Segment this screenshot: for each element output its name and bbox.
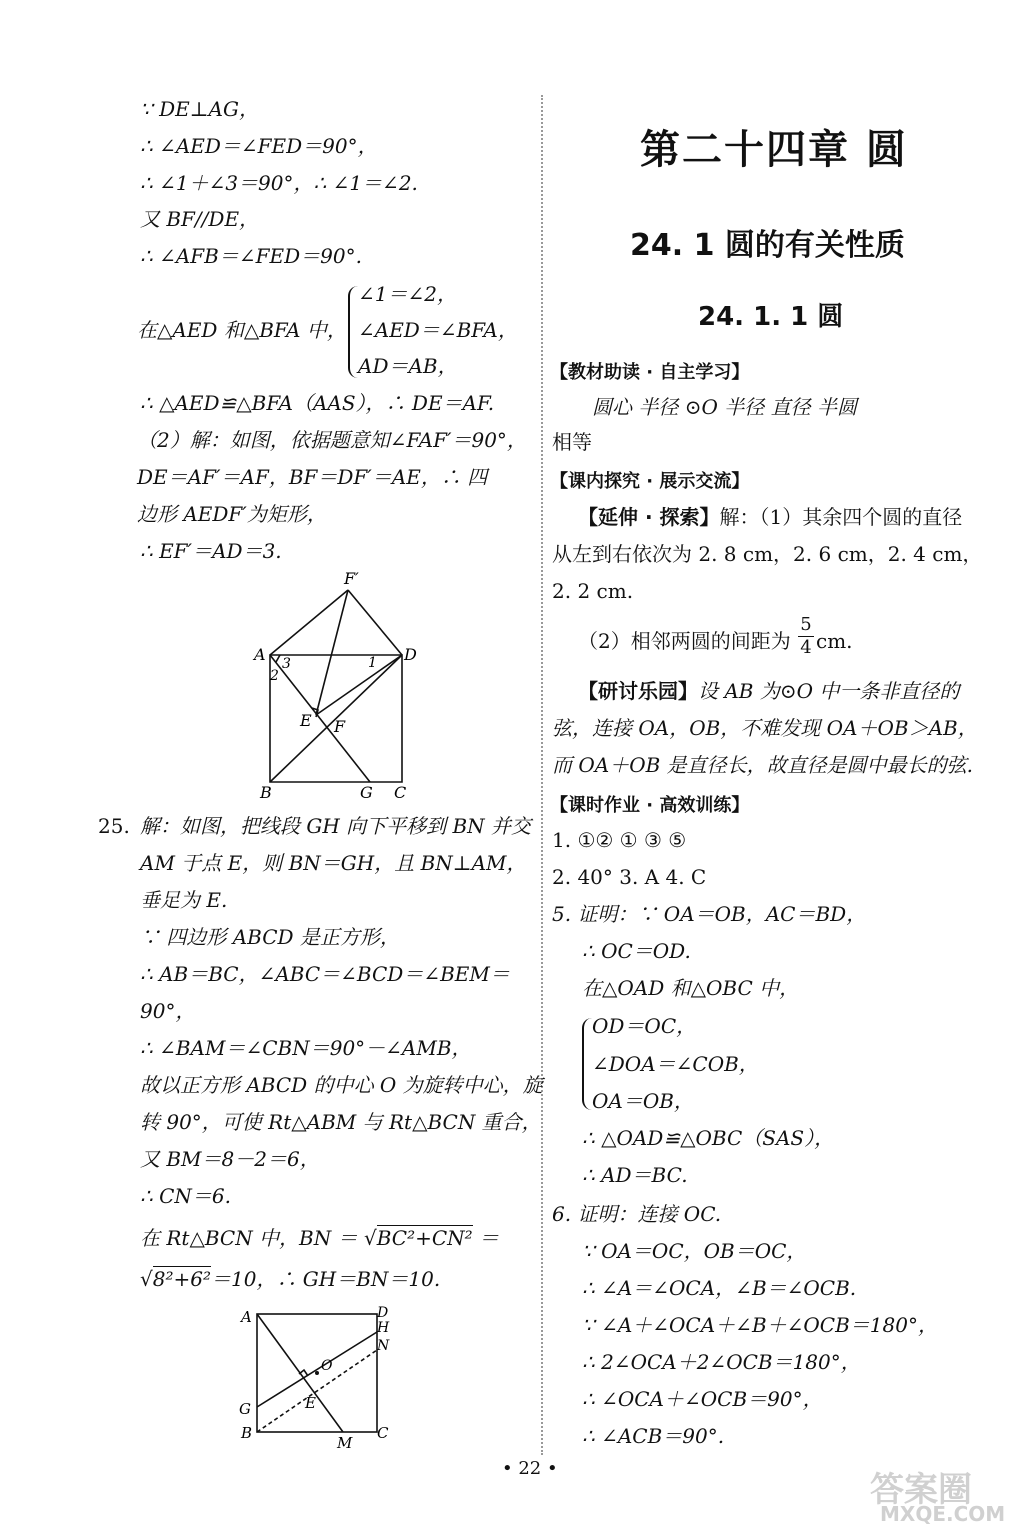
answer-line: ∴ ∠A＝∠OCA，∠B＝∠OCB. <box>582 1276 857 1300</box>
section-tag: 【课内探究 · 展示交流】 <box>550 471 750 492</box>
center-point-o <box>315 1371 319 1375</box>
proof-line: ∴ ∠AFB＝∠FED＝90°. <box>140 244 362 268</box>
answer-line: ∴ ∠ACB＝90°. <box>582 1424 725 1448</box>
answer-line: 从左到右依次为 2. 8 cm，2. 6 cm，2. 4 cm， <box>552 542 983 566</box>
label-B: B <box>260 783 272 802</box>
sub-tag: 【研讨乐园】 <box>578 679 698 703</box>
label-C: C <box>394 783 407 802</box>
system-brace <box>582 1018 592 1110</box>
proof-line: ∵ DE⊥AG， <box>140 97 259 121</box>
solution-line: ∴ CN＝6. <box>140 1184 231 1208</box>
sqrt-suffix: ＝ <box>472 1226 500 1250</box>
answer-line: cm. <box>816 629 853 653</box>
answer-line: ∴ ∠OCA＋∠OCB＝90°， <box>582 1387 823 1411</box>
fraction <box>798 614 814 659</box>
proof-line: ∴ ∠1＋∠3＝90°，∴ ∠1＝∠2. <box>140 171 418 195</box>
question-number: 25. <box>98 814 130 838</box>
system-line: OD＝OC， <box>592 1014 697 1038</box>
solution-line: ∵ 四边形 ABCD 是正方形， <box>140 925 400 949</box>
sub-tag: 【延伸 · 探索】 <box>578 505 720 529</box>
solution-line: AM 于点 E，则 BN＝GH，且 BN⊥AM， <box>140 851 527 875</box>
system-line: ∠AED＝∠BFA， <box>358 318 518 342</box>
answer-line: 而 OA＋OB 是直径长，故直径是圆中最长的弦. <box>552 753 974 777</box>
solution-line: 又 BM＝8－2＝6， <box>140 1147 320 1171</box>
label-B: B <box>241 1424 253 1442</box>
answer-text: 设 AB 为⊙O 中一条非直径的 <box>698 679 960 703</box>
system-line: ∠DOA＝∠COB， <box>592 1052 759 1076</box>
figure-square-abcd <box>235 1302 405 1452</box>
sqrt-prefix: 在 Rt△BCN 中，BN ＝ <box>140 1226 364 1250</box>
figure-rectangle-aedf <box>250 570 420 802</box>
label-angle-3: 3 <box>282 656 291 672</box>
answer-line: 2. 40° 3. A 4. C <box>552 865 707 889</box>
system-brace <box>348 286 358 378</box>
system-line: AD＝AB， <box>358 354 458 378</box>
sqrt-sign: √ <box>140 1267 153 1291</box>
page-number: • 22 • <box>502 1458 558 1479</box>
label-G: G <box>360 783 373 802</box>
answer-line <box>578 677 959 705</box>
section-tag: 【教材助读 · 自主学习】 <box>550 362 750 383</box>
column-divider <box>541 95 543 1455</box>
label-G: G <box>239 1400 251 1418</box>
solution-line: 转 90°，可使 Rt△ABM 与 Rt△BCN 重合， <box>140 1110 542 1134</box>
proof-line: （2）解：如图，依据题意知∠FAF′＝90°， <box>137 428 527 452</box>
answer-line: ∴ △OAD≌△OBC（SAS）， <box>582 1126 835 1150</box>
proof-line: ∴ ∠AED＝∠FED＝90°， <box>140 134 378 158</box>
section-tag: 【课时作业 · 高效训练】 <box>550 795 750 816</box>
proof-line: DE＝AF′＝AF，BF＝DF′＝AE，∴ 四 <box>137 465 488 489</box>
label-E: E <box>300 711 312 730</box>
answer-line: 1. ①② ① ③ ⑤ <box>552 828 687 852</box>
label-C: C <box>377 1424 389 1442</box>
label-F: F <box>334 717 346 736</box>
answer-line: ∴ 2∠OCA＋2∠OCB＝180°， <box>582 1350 861 1374</box>
answer-text: 解：（1）其余四个圆的直径 <box>719 505 963 529</box>
solution-line: 垂足为 E. <box>140 888 228 912</box>
label-O: O <box>321 1358 333 1374</box>
system-prefix: 在△AED 和△BFA 中， <box>137 318 347 342</box>
answer-line: 弦，连接 OA，OB，不难发现 OA＋OB＞AB， <box>552 716 978 740</box>
sqrt-radicand: BC²+CN² <box>376 1226 473 1250</box>
label-N: N <box>377 1338 390 1354</box>
solution-line: 解：如图，把线段 GH 向下平移到 BN 并交 <box>140 814 532 838</box>
chapter-title: 第二十四章 圆 <box>640 127 908 173</box>
label-H: H <box>377 1320 390 1336</box>
answer-line: ∵ OA＝OC，OB＝OC， <box>582 1239 807 1263</box>
proof-line: ∴ △AED≌△BFA（AAS），∴ DE＝AF. <box>140 391 495 415</box>
proof-line: 又 BF//DE， <box>140 207 260 231</box>
label-angle-2: 2 <box>270 668 279 684</box>
solution-line: 90°， <box>140 999 196 1023</box>
watermark-url: MXQE.COM <box>880 1502 1006 1526</box>
answer-line: ∴ OC＝OD. <box>582 939 691 963</box>
solution-line: 故以正方形 ABCD 的中心 O 为旋转中心，旋 <box>140 1073 543 1097</box>
answer-line: （2）相邻两圆的间距为 <box>578 629 791 653</box>
solution-line <box>140 1224 499 1252</box>
label-E: E <box>305 1394 316 1412</box>
solution-line: ∴ ∠BAM＝∠CBN＝90°－∠AMB， <box>140 1036 472 1060</box>
section-title: 24. 1 圆的有关性质 <box>630 228 905 263</box>
sqrt-radicand: 8²+6² <box>152 1267 211 1291</box>
solution-line: ∴ AB＝BC，∠ABC＝∠BCD＝∠BEM＝ <box>140 962 510 986</box>
solution-line <box>140 1265 440 1293</box>
solution-result: ＝10，∴ GH＝BN＝10. <box>211 1267 441 1291</box>
label-A: A <box>254 645 266 664</box>
fraction-numerator: 5 <box>798 614 814 637</box>
answer-line: 5. 证明：∵ OA＝OB，AC＝BD， <box>552 902 867 926</box>
label-D: D <box>377 1305 389 1321</box>
system-line: ∠1＝∠2， <box>358 282 457 306</box>
sqrt-sign: √ <box>363 1226 377 1250</box>
proof-line: ∴ EF′＝AD＝3. <box>140 539 282 563</box>
answer-line: ∵ ∠A＋∠OCA＋∠B＋∠OCB＝180°， <box>582 1313 938 1337</box>
label-D: D <box>404 645 417 664</box>
label-F-prime: F′ <box>344 570 359 588</box>
system-line: OA＝OB， <box>592 1089 694 1113</box>
answer-line <box>578 503 962 531</box>
label-A: A <box>241 1308 252 1326</box>
answer-line: 在△OAD 和△OBC 中， <box>582 976 800 1000</box>
answer-line: 相等 <box>552 430 592 454</box>
fraction-denominator: 4 <box>800 637 812 658</box>
watermark-logo: 答案圈 <box>870 1470 972 1510</box>
answer-line: ∴ AD＝BC. <box>582 1163 688 1187</box>
label-M: M <box>337 1434 353 1452</box>
subsection-title: 24. 1. 1 圆 <box>698 302 844 332</box>
answer-line: 6. 证明：连接 OC. <box>552 1202 722 1226</box>
label-angle-1: 1 <box>368 655 377 671</box>
answer-line: 2. 2 cm. <box>552 579 634 603</box>
proof-line: 边形 AEDF′为矩形， <box>137 502 327 526</box>
answer-line: 圆心 半径 ⊙O 半径 直径 半圆 <box>592 395 857 419</box>
